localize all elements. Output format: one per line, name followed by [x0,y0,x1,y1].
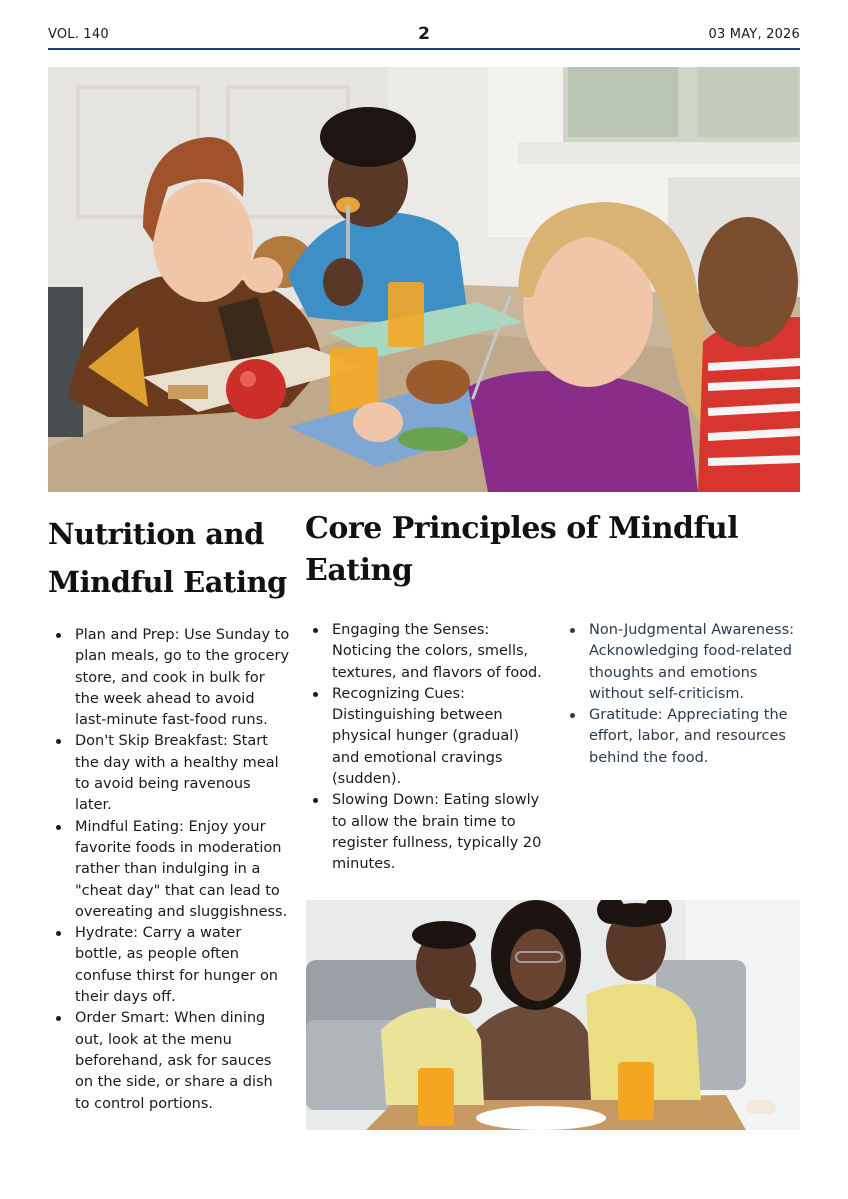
left-article-title: Nutrition and Mindful Eating [48,517,287,599]
page-number: 2 [418,24,430,44]
principles-list-right [562,620,804,769]
list-item: Engaging the Senses: Noticing the colors, smells, textures, and flavors of food. [332,620,547,684]
issue-date: 03 MAY, 2026 [708,27,800,42]
woman-and-children-eating-photo [306,900,800,1130]
page-header [48,24,800,50]
list-item: Hydrate: Carry a water bottle, as people often confuse thirst for hunger on their days off. [75,923,290,1008]
nutrition-tips-list [48,625,290,1115]
list-item: Non-Judgmental Awareness: Acknowledging food-related thoughts and emotions without self-criticism. [589,620,804,705]
principles-list-middle [305,620,547,876]
header-rule [48,48,800,50]
list-item: Gratitude: Appreciating the effort, labor, and resources behind the food. [589,705,804,769]
right-article-title: Core Principles of Mindful Eating [305,511,739,588]
volume-label: VOL. 140 [48,27,109,42]
list-item: Order Smart: When dining out, look at the menu beforehand, ask for sauces on the side, or share a dish to control portions. [75,1008,290,1114]
children-eating-lunch-photo [48,67,800,492]
list-item: Slowing Down: Eating slowly to allow the brain time to register fullness, typically 20 minutes. [332,790,547,875]
list-item: Mindful Eating: Enjoy your favorite foods in moderation rather than indulging in a "cheat day" that can lead to overeating and sluggishness. [75,817,290,923]
list-item: Plan and Prep: Use Sunday to plan meals, go to the grocery store, and cook in bulk for the week ahead to avoid last-minute fast-food runs. [75,625,290,731]
list-item: Recognizing Cues: Distinguishing between physical hunger (gradual) and emotional cravings (sudden). [332,684,547,790]
list-item: Don't Skip Breakfast: Start the day with a healthy meal to avoid being ravenous later. [75,731,290,816]
